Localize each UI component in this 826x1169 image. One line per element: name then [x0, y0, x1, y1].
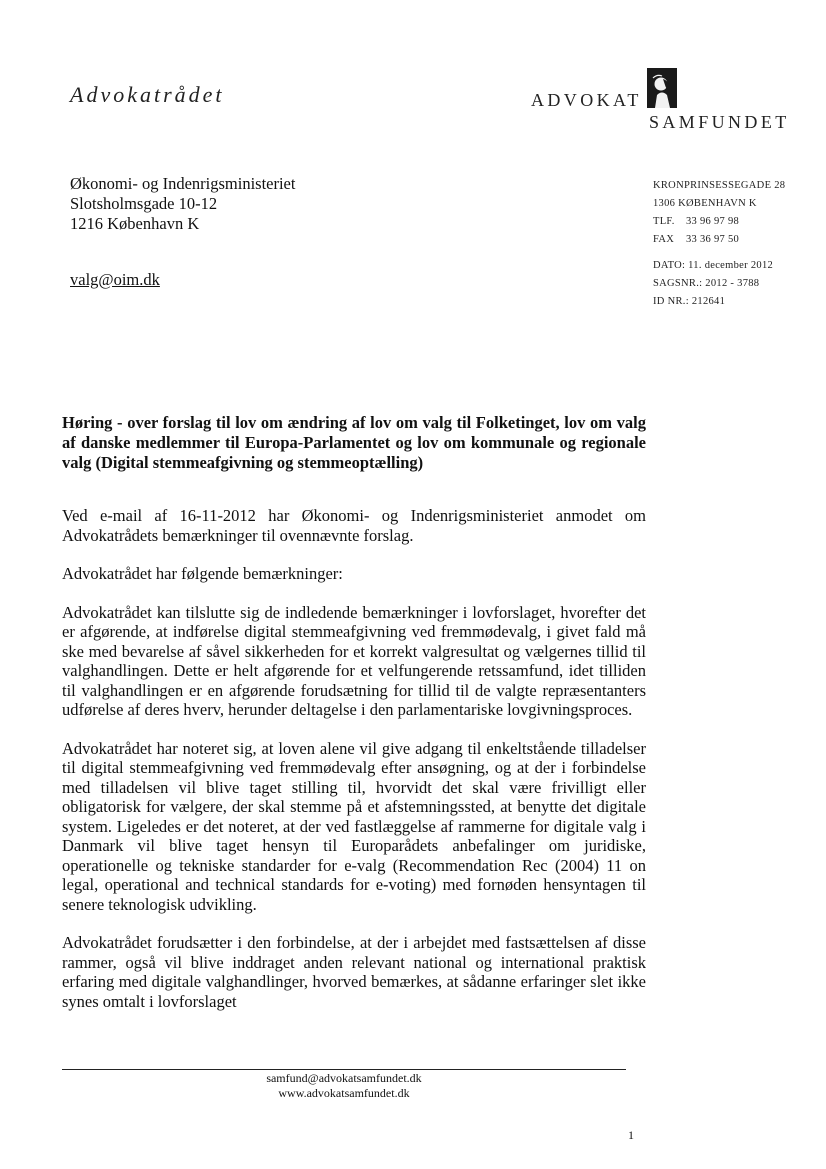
phone-label: TLF.: [653, 216, 675, 227]
case-number: SAGSNR.: 2012 - 3788: [653, 278, 760, 289]
body-paragraph-4: Advokatrådet har noteret sig, at loven alene vil give adgang til enkeltstående tilladelser til digital stemmeafgivning ved fremmødevalg efter ansøgning, og at der i forbindelse med tilladelsen vil blive taget stilling til, hvorvidt det skal være frivilligt eller obligatorisk for vælgere, der skal stemme på et afstemningssted, at benytte det digitale system. Ligeledes er det noteret, at der ved fastlæggelse af rammerne for digitale valg i Danmark vil blive taget hensyn til Europarådets anbefalinger om juridiske, operationelle og tekniske standarder for e-valg (Recommendation Rec (2004) 11 on legal, operational and technical standards for e-voting) med fornøden hensyntagen til senere teknologisk udvikling.: [62, 738, 646, 914]
body-paragraph-5: Advokatrådet forudsætter i den forbindelse, at der i arbejdet med fastsættelsen af disse rammer, også vil blive inddraget anden relevant national og international praktisk erfaring med digitale valghandlinger, hvorved bemærkes, at sådanne erfaringer slet ikke synes omtalt i lovforslaget: [62, 933, 646, 1011]
footer-divider: [62, 1069, 626, 1070]
fax-number: 33 36 97 50: [685, 234, 740, 245]
sender-phone-row: [653, 213, 785, 231]
recipient-address: [70, 174, 295, 234]
id-number: ID NR.: 212641: [653, 296, 726, 307]
body-paragraph-3: Advokatrådet kan tilslutte sig de indledende bemærkninger i lovforslaget, hvorefter det er afgørende, at indførelse digital stemmeafgivning ved fremmødevalg, i givet fald må ske med bevarelse af såvel sikkerheden for et korrekt valgresultat og vælgernes tillid til valghandlingen. Dette er helt afgørende for et velfungerende retssamfund, idet tilliden til valghandlingen er en afgørende forudsætning for tillid til de valgte repræsentanters udførelse af deres hverv, herunder deltagelse i den parlamentariske lovgivningsproces.: [62, 602, 646, 719]
sender-street: KRONPRINSESSEGADE 28: [653, 180, 786, 191]
page-footer: [62, 1071, 626, 1101]
recipient-city: 1216 København K: [70, 214, 200, 233]
sender-city: 1306 KØBENHAVN K: [653, 198, 757, 209]
recipient-street: Slotsholmsgade 10-12: [70, 194, 218, 213]
body-paragraph-1: Ved e-mail af 16-11-2012 har Økonomi- og Indenrigsministeriet anmodet om Advokatrådets bemærkninger til ovennævnte forslag.: [62, 506, 646, 545]
sender-contact-block: [653, 177, 785, 249]
sender-fax-row: [653, 231, 785, 249]
letter-subject: Høring - over forslag til lov om ændring af lov om valg til Folketinget, lov om valg af danske medlemmer til Europa-Parlamentet og lov om kommunale og regionale valg (Digital stemmeafgivning og stemmeoptælling): [62, 413, 646, 472]
page-header-title: Advokatrådet: [70, 82, 225, 107]
fax-label: FAX: [653, 234, 675, 245]
document-date: DATO: 11. december 2012: [653, 260, 774, 271]
footer-email: samfund@advokatsamfundet.dk: [266, 1071, 422, 1085]
page-number: 1: [628, 1128, 634, 1142]
recipient-name: Økonomi- og Indenrigsministeriet: [70, 174, 296, 193]
footer-website: www.advokatsamfundet.dk: [278, 1086, 410, 1100]
body-paragraph-2: Advokatrådet har følgende bemærkninger:: [62, 564, 343, 583]
recipient-email-link[interactable]: valg@oim.dk: [70, 270, 160, 289]
logo-word-advokat: ADVOKAT: [531, 90, 642, 110]
logo-word-samfundet: SAMFUNDET: [649, 112, 790, 132]
phone-number: 33 96 97 98: [685, 216, 740, 227]
logo-emblem-icon: [647, 68, 677, 108]
letter-body: [62, 506, 646, 1030]
document-meta-block: [653, 257, 773, 311]
organization-logo: [531, 66, 799, 136]
